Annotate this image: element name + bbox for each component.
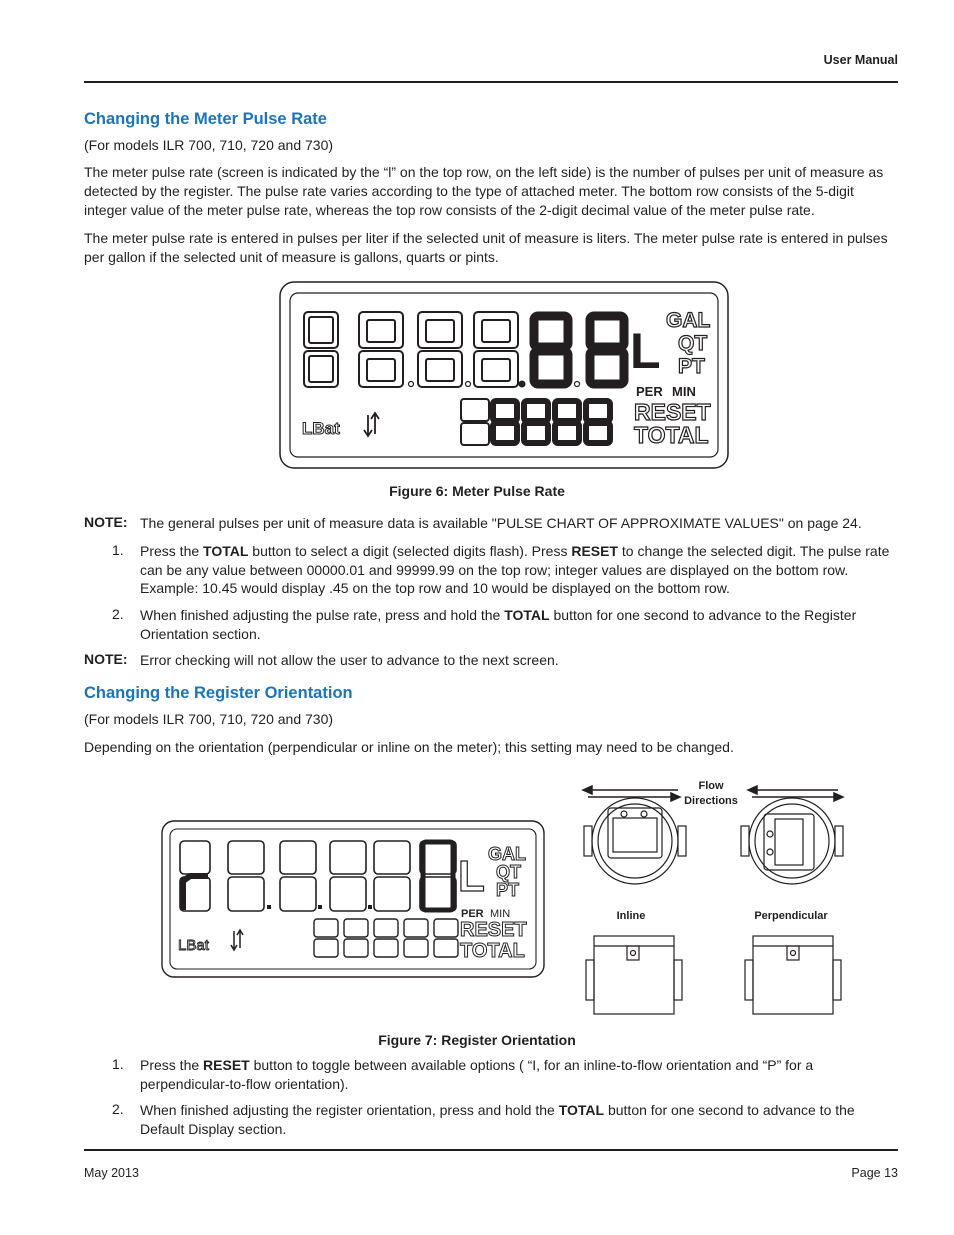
flow-arrow-icon	[583, 786, 680, 801]
inline-meter-top-view	[584, 798, 686, 884]
unit-pt: PT	[496, 880, 520, 900]
digit-outline	[374, 841, 410, 874]
decimal-point	[519, 381, 526, 388]
bottom-digit	[374, 919, 398, 937]
bottom-digit	[524, 401, 548, 421]
perpendicular-label: Perpendicular	[754, 910, 828, 922]
paragraph: The meter pulse rate (screen is indicated by the “l” on the top row, on the left side) is the number of pulses per unit of measure as detected by the register. The pulse rate varies according to the type of attached meter. The bottom row consists of the 5-digit integer value of the meter pulse rate, whereas the top row consists of the 2-digit decimal value of the meter pulse rate.	[84, 164, 884, 218]
step-number: 2.	[112, 1101, 124, 1117]
per-label: PER	[461, 908, 484, 920]
top-digit	[359, 312, 403, 387]
section-title-pulse-rate: Changing the Meter Pulse Rate	[84, 110, 327, 128]
figure-caption: Figure 7: Register Orientation	[378, 1032, 576, 1048]
step-number: 1.	[112, 542, 124, 558]
bottom-digit	[344, 919, 368, 937]
note-label: NOTE:	[84, 514, 128, 530]
figure-caption: Figure 6: Meter Pulse Rate	[389, 483, 565, 499]
perpendicular-meter-top-view	[741, 798, 843, 884]
step-number: 2.	[112, 606, 124, 622]
top-digit	[304, 312, 338, 387]
step-text: When finished adjusting the pulse rate, press and hold the TOTAL button for one second to advance to the Register Orientation section.	[140, 607, 857, 642]
bottom-digit	[404, 919, 428, 937]
unit-gal: GAL	[488, 844, 526, 864]
note-text: The general pulses per unit of measure data is available "PULSE CHART OF APPROXIMATE VALUES" on page 24.	[140, 515, 862, 531]
active-decimal-digit	[590, 316, 624, 384]
unit-qt: QT	[678, 332, 708, 355]
digit-outline	[330, 841, 366, 874]
flow-orientation-diagram	[580, 774, 850, 1020]
step-text: Press the RESET button to toggle between available options ( “I, for an inline-to-flow orientation and “P” for a perpendicular-to-flow orientation).	[140, 1057, 814, 1092]
inline-label: Inline	[616, 910, 646, 922]
digit-outline	[280, 841, 316, 874]
reset-label: RESET	[634, 399, 711, 425]
step-number: 1.	[112, 1056, 124, 1072]
low-battery-label: LBat	[302, 419, 340, 438]
min-label: MIN	[490, 908, 511, 920]
paragraph: Depending on the orientation (perpendicular or inline on the meter); this setting may need to be changed.	[84, 739, 734, 755]
min-label: MIN	[672, 384, 696, 399]
unit-pt: PT	[678, 355, 705, 378]
decimal-point	[466, 382, 471, 387]
register-orientation-display	[160, 819, 546, 979]
header-label: User Manual	[823, 53, 898, 67]
top-digit	[474, 312, 518, 387]
digit-outline	[180, 841, 210, 874]
active-orientation-digit	[183, 876, 208, 910]
top-digit	[418, 312, 462, 387]
models-note: (For models ILR 700, 710, 720 and 730)	[84, 137, 334, 153]
step-text: When finished adjusting the register orientation, press and hold the TOTAL button for one second to advance to the Default Display section.	[140, 1102, 855, 1137]
up-down-arrows-icon	[231, 930, 243, 950]
section-title-register-orientation: Changing the Register Orientation	[84, 684, 353, 702]
unit-gal: GAL	[666, 309, 711, 332]
footer-date: May 2013	[84, 1166, 139, 1180]
per-label: PER	[636, 384, 663, 399]
decimal-point	[267, 905, 271, 909]
up-down-arrows-icon	[364, 413, 379, 436]
bottom-digit	[314, 919, 338, 937]
lcd-display-figure	[278, 280, 730, 470]
active-digit	[423, 842, 453, 910]
total-label: TOTAL	[460, 940, 525, 962]
flow-arrow-icon	[748, 786, 843, 801]
low-battery-label: LBat	[178, 937, 209, 954]
footer-rule	[84, 1149, 898, 1151]
bottom-digit	[434, 919, 458, 937]
digit-outline	[228, 841, 264, 874]
models-note: (For models ILR 700, 710, 720 and 730)	[84, 711, 334, 727]
reset-label: RESET	[460, 919, 527, 941]
unit-letter-l: L	[630, 323, 661, 379]
decimal-point	[318, 905, 322, 909]
bottom-digit	[493, 401, 517, 421]
step-text: Press the TOTAL button to select a digit (selected digits flash). Press RESET to change the selected digit. The pulse rate can be any value between 00000.01 and 99999.99 on the top row; integer values are displayed on the bottom row. Example: 10.45 would display .45 on the top row and 10 would be displayed on the bottom row.	[140, 543, 890, 596]
note-label: NOTE:	[84, 651, 128, 667]
inline-meter-side-view	[586, 936, 682, 1014]
note-text: Error checking will not allow the user to advance to the next screen.	[140, 652, 559, 668]
flow-label: Flow	[698, 780, 724, 792]
footer-page-number: Page 13	[851, 1166, 898, 1180]
flow-directions-label: Directions	[684, 795, 738, 807]
decimal-point	[409, 382, 414, 387]
bottom-digit	[555, 401, 579, 421]
perpendicular-meter-side-view	[745, 936, 841, 1014]
header-rule	[84, 81, 898, 83]
active-decimal-digit	[534, 316, 568, 384]
decimal-point	[575, 382, 580, 387]
unit-letter-l: L	[458, 852, 485, 901]
bottom-digit	[461, 399, 489, 445]
decimal-point	[368, 905, 372, 909]
unit-qt: QT	[496, 862, 521, 882]
bottom-digit	[586, 401, 610, 421]
paragraph: The meter pulse rate is entered in pulses per liter if the selected unit of measure is liters. The meter pulse rate is entered in pulses per gallon if the selected unit of measure is gallons, quarts or pints.	[84, 230, 888, 265]
total-label: TOTAL	[634, 422, 709, 448]
